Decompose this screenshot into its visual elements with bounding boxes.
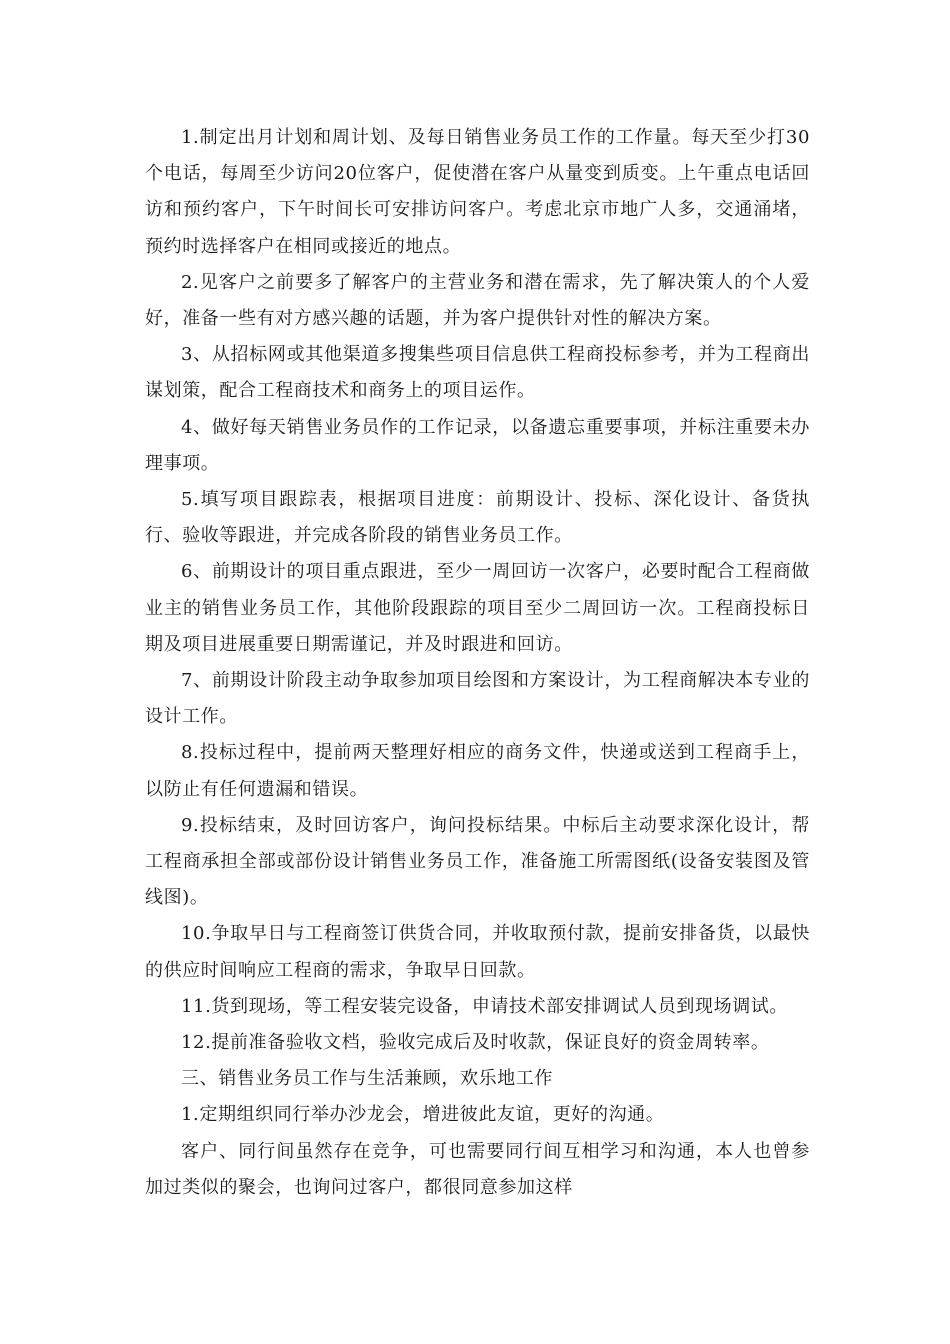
document-body [145,120,810,1206]
paragraph: 1.制定出月计划和周计划、及每日销售业务员工作的工作量。每天至少打30个电话，每周至少访问20位客户，促使潜在客户从量变到质变。上午重点电话回访和预约客户，下午时间长可安排访问客户。考虑北京市地广人多，交通涌堵，预约时选择客户在相同或接近的地点。 [145,127,810,257]
paragraph: 6、前期设计的项目重点跟进，至少一周回访一次客户，必要时配合工程商做业主的销售业务员工作，其他阶段跟踪的项目至少二周回访一次。工程商投标日期及项目进展重要日期需谨记，并及时跟进和回访。 [145,561,810,655]
paragraph: 4、做好每天销售业务员作的工作记录，以备遗忘重要事项，并标注重要未办理事项。 [145,416,810,474]
section-heading: 三、销售业务员工作与生活兼顾，欢乐地工作 [181,1068,553,1090]
paragraph: 9.投标结束，及时回访客户，询问投标结果。中标后主动要求深化设计，帮工程商承担全部或部份设计销售业务员工作，准备施工所需图纸(设备安装图及管线图)。 [145,814,810,909]
paragraph: 2.见客户之前要多了解客户的主营业务和潜在需求，先了解决策人的个人爱好，准备一些有对方感兴趣的话题，并为客户提供针对性的解决方案。 [145,271,810,330]
paragraph: 8.投标过程中，提前两天整理好相应的商务文件，快递或送到工程商手上，以防止有任何遗漏和错误。 [145,742,810,800]
paragraph: 7、前期设计阶段主动争取参加项目绘图和方案设计，为工程商解决本专业的设计工作。 [145,670,810,728]
paragraph: 12.提前准备验收文档，验收完成后及时收款，保证良好的资金周转率。 [181,1032,770,1054]
paragraph: 3、从招标网或其他渠道多搜集些项目信息供工程商投标参考，并为工程商出谋划策，配合工程商技术和商务上的项目运作。 [145,344,810,402]
paragraph: 10.争取早日与工程商签订供货合同，并收取预付款，提前安排备货，以最快的供应时间响应工程商的需求，争取早日回款。 [145,923,810,981]
paragraph: 11.货到现场，等工程安装完设备，申请技术部安排调试人员到现场调试。 [181,995,789,1017]
paragraph: 5.填写项目跟踪表，根据项目进度：前期设计、投标、深化设计、备货执行、验收等跟进，并完成各阶段的销售业务员工作。 [145,489,810,547]
paragraph: 客户、同行间虽然存在竞争，可也需要同行间互相学习和沟通，本人也曾参加过类似的聚会，也询问过客户，都很同意参加这样 [145,1140,810,1198]
paragraph: 1.定期组织同行举办沙龙会，增进彼此友谊，更好的沟通。 [181,1104,665,1126]
